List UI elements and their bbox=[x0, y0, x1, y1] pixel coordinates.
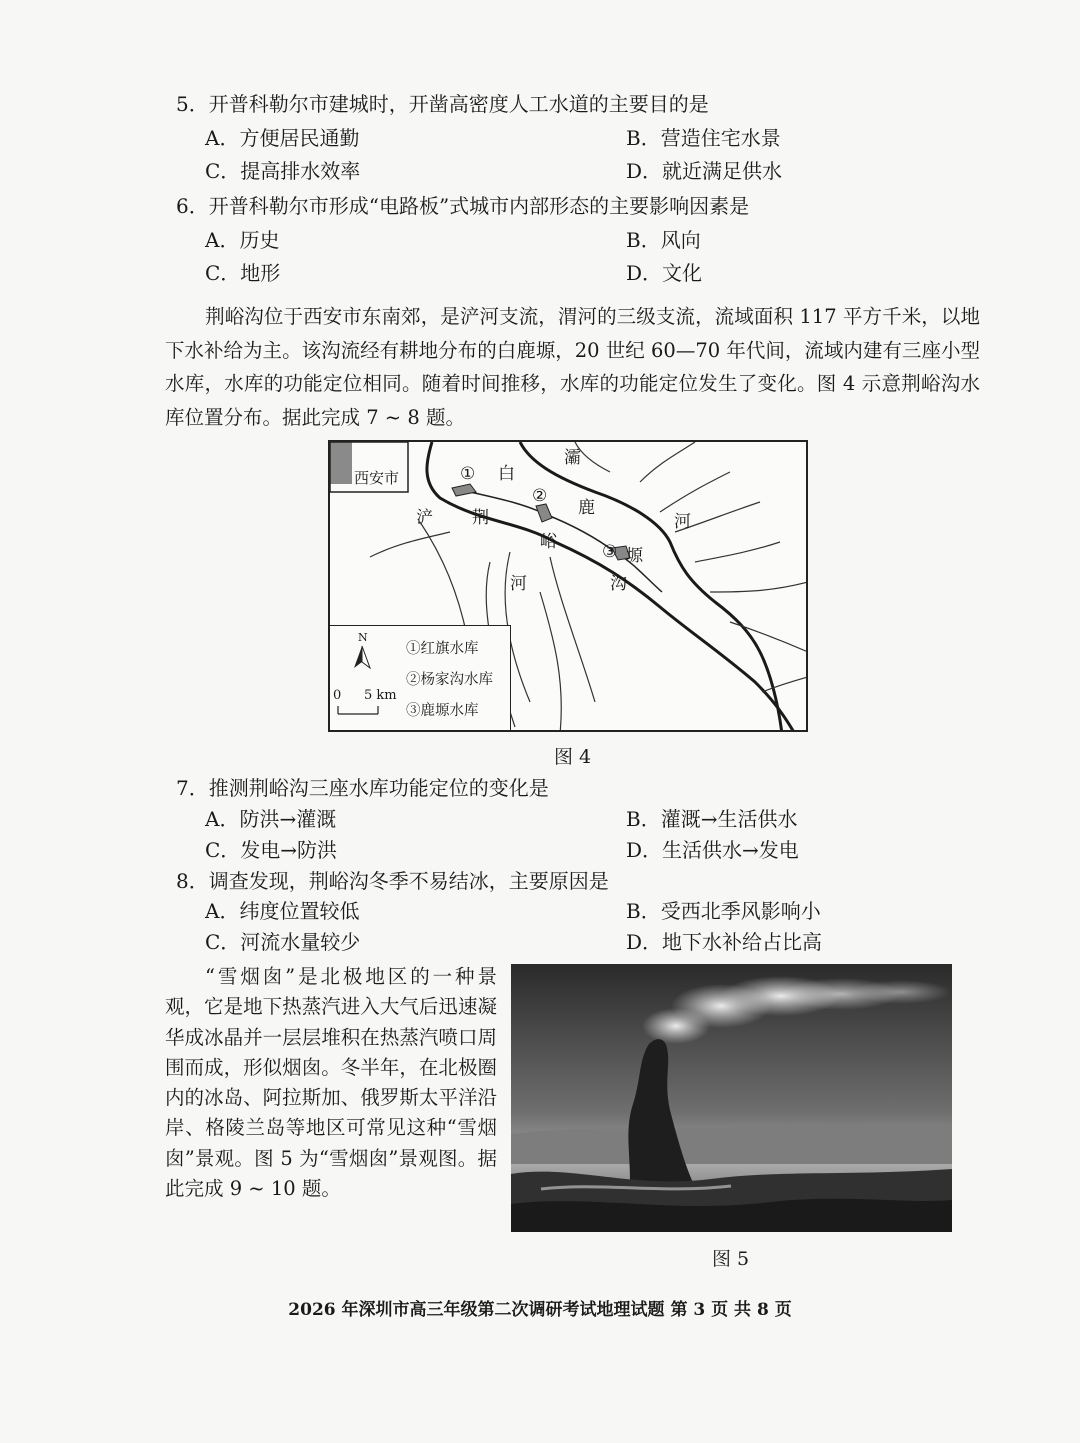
map-label-jing: 荆 bbox=[472, 508, 489, 528]
question-7-option-d: D．生活供水→发电 bbox=[626, 838, 799, 862]
map-legend bbox=[330, 625, 511, 732]
question-6-option-c: C．地形 bbox=[205, 261, 281, 285]
legend-reservoir-1: ①红旗水库 bbox=[406, 641, 479, 657]
map-label-bai: 白 bbox=[498, 464, 515, 484]
map-label-gou: 沟 bbox=[610, 574, 627, 594]
map-label-yuan: 塬 bbox=[626, 546, 643, 566]
question-8-stem: 8．调查发现，荆峪沟冬季不易结冰，主要原因是 bbox=[176, 869, 609, 893]
question-7-option-c: C．发电→防洪 bbox=[205, 838, 338, 862]
question-5-option-d: D．就近满足供水 bbox=[626, 159, 783, 183]
question-6-option-d: D．文化 bbox=[626, 261, 703, 285]
north-arrow-icon: N bbox=[358, 631, 368, 644]
reservoir-2-shape bbox=[536, 504, 552, 522]
map-label-reservoir-3: ③ bbox=[602, 542, 618, 562]
question-5-option-c: C．提高排水效率 bbox=[205, 159, 361, 183]
map-label-xian: 西安市 bbox=[354, 469, 400, 487]
snow-chimney-image bbox=[511, 964, 952, 1232]
page-footer: 2026 年深圳市高三年级第二次调研考试地理试题 第 3 页 共 8 页 bbox=[288, 1300, 792, 1320]
map-label-ba-river: 河 bbox=[674, 512, 691, 532]
map-label-ba: 灞 bbox=[564, 448, 581, 468]
figure-5-caption: 图 5 bbox=[712, 1248, 750, 1270]
question-5-option-b: B．营造住宅水景 bbox=[626, 126, 781, 150]
question-8-option-c: C．河流水量较少 bbox=[205, 930, 361, 954]
ba-river bbox=[520, 442, 782, 732]
reservoir-1-shape bbox=[452, 484, 476, 496]
map-label-chan: 浐 bbox=[416, 508, 433, 528]
figure-5-snow-chimney-photo bbox=[511, 964, 952, 1232]
figure-4-map bbox=[328, 440, 808, 732]
question-7-option-b: B．灌溉→生活供水 bbox=[626, 807, 798, 831]
xian-city-block bbox=[330, 442, 352, 484]
question-7-stem: 7．推测荆峪沟三座水库功能定位的变化是 bbox=[176, 776, 549, 800]
question-5-stem: 5．开普科勒尔市建城时，开凿高密度人工水道的主要目的是 bbox=[176, 92, 709, 116]
scale-zero: 0 bbox=[333, 688, 342, 703]
legend-reservoir-3: ③鹿塬水库 bbox=[406, 703, 479, 719]
passage-jingyu-gully: 荆峪沟位于西安市东南郊，是浐河支流，渭河的三级支流，流域面积 117 平方千米，以地下水补给为主。该沟流经有耕地分布的白鹿塬，20 世纪 60—70 年代间，流域内建有三座小型水库，水库的功能定位相同。随着时间推移，水库的功能定位发生了变化。图 4 示意荆峪沟水库位置分布。据此完成 7 ~ 8 题。 bbox=[165, 305, 980, 429]
question-6-stem: 6．开普科勒尔市形成“电路板”式城市内部形态的主要影响因素是 bbox=[176, 194, 750, 218]
passage-snow-chimney: “雪烟囱”是北极地区的一种景观，它是地下热蒸汽进入大气后迅速凝华成冰晶并一层层堆积在热蒸汽喷口周围而成，形似烟囱。冬半年，在北极圈内的冰岛、阿拉斯加、俄罗斯太平洋沿岸、格陵兰岛等地区可常见这种“雪烟囱”景观。图 5 为“雪烟囱”景观图。据此完成 9 ~ 10 题。 bbox=[165, 965, 497, 1201]
map-label-yu: 峪 bbox=[540, 532, 557, 552]
question-8-option-b: B．受西北季风影响小 bbox=[626, 899, 821, 923]
figure-4-caption: 图 4 bbox=[554, 746, 592, 768]
map-label-reservoir-2: ② bbox=[532, 486, 548, 506]
question-8-option-d: D．地下水补给占比高 bbox=[626, 930, 823, 954]
question-6-option-a: A．历史 bbox=[205, 228, 280, 252]
question-7-option-a: A．防洪→灌溉 bbox=[205, 807, 337, 831]
question-6-option-b: B．风向 bbox=[626, 228, 701, 252]
question-5-option-a: A．方便居民通勤 bbox=[205, 126, 360, 150]
map-label-chan-river: 河 bbox=[510, 574, 527, 594]
map-label-lu: 鹿 bbox=[578, 498, 595, 518]
map-label-reservoir-1: ① bbox=[460, 464, 476, 484]
question-8-option-a: A．纬度位置较低 bbox=[205, 899, 360, 923]
jingyu-gully bbox=[462, 490, 662, 592]
legend-reservoir-2: ②杨家沟水库 bbox=[406, 672, 493, 688]
scale-km: 5 km bbox=[364, 688, 397, 703]
